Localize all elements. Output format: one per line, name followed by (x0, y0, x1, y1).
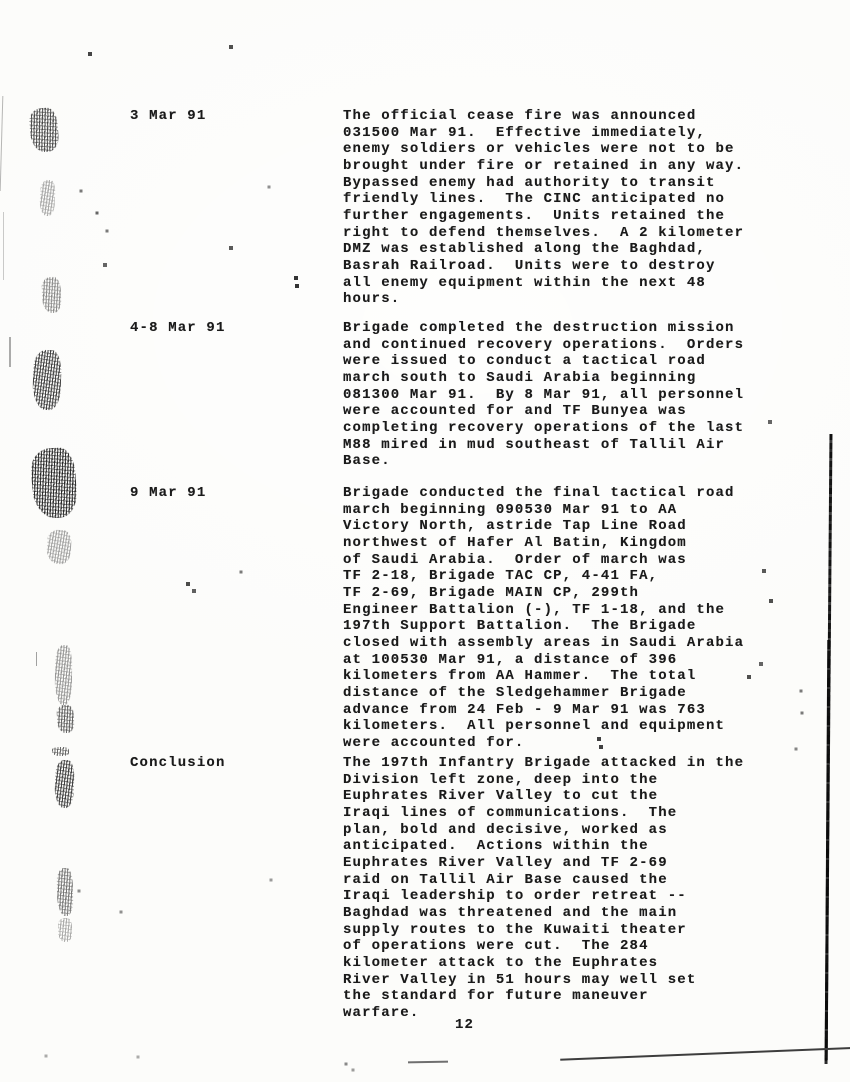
text-line: were accounted for and TF Bunyea was (343, 403, 687, 420)
section-lines (343, 755, 813, 1022)
document-section (0, 755, 850, 1022)
text-line: brought under fire or retained in any way. (343, 157, 745, 174)
text-line: Euphrates River Valley and TF 2-69 (343, 854, 668, 871)
section-label: Conclusion (130, 755, 226, 771)
section-lines (343, 485, 813, 752)
text-line: Basrah Railroad. Units were to destroy (343, 257, 716, 274)
text-line: 197th Support Battalion. The Brigade (343, 618, 697, 635)
document-section (0, 485, 850, 752)
text-line: 081300 Mar 91. By 8 Mar 91, all personnel (343, 386, 745, 403)
text-line: DMZ was established along the Baghdad, (343, 241, 706, 258)
text-line: Bypassed enemy had authority to transit (343, 174, 716, 191)
text-line: kilometers from AA Hammer. The total (343, 668, 697, 685)
text-line: and continued recovery operations. Orders (343, 336, 745, 353)
text-line: closed with assembly areas in Saudi Arabia (343, 634, 745, 651)
scan-smudge (57, 705, 75, 734)
text-line: kilometer attack to the Euphrates (343, 954, 659, 971)
text-line: supply routes to the Kuwaiti theater (343, 921, 687, 938)
text-line: friendly lines. The CINC anticipated no (343, 191, 726, 208)
section-label: 4-8 Mar 91 (130, 320, 226, 336)
text-line: kilometers. All personnel and equipment (343, 718, 726, 735)
scan-smudge (54, 760, 75, 809)
text-line: march beginning 090530 Mar 91 to AA (343, 501, 678, 518)
text-line: anticipated. Actions within the (343, 838, 649, 855)
scan-smudge (46, 529, 72, 565)
scan-smudge (54, 645, 72, 705)
page-number: 12 (455, 1017, 475, 1033)
text-line: advance from 24 Feb - 9 Mar 91 was 763 (343, 701, 706, 718)
scan-edge-mark (36, 652, 37, 666)
scan-smudge (32, 350, 62, 411)
text-line: were issued to conduct a tactical road (343, 353, 706, 370)
text-line: plan, bold and decisive, worked as (343, 821, 668, 838)
text-line: of operations were cut. The 284 (343, 938, 649, 955)
text-line: TF 2-69, Brigade MAIN CP, 299th (343, 584, 640, 601)
text-line: Base. (343, 453, 391, 470)
section-label: 3 Mar 91 (130, 108, 207, 124)
text-line: at 100530 Mar 91, a distance of 396 (343, 651, 678, 668)
text-line: Iraqi leadership to order retreat -- (343, 888, 687, 905)
text-line: all enemy equipment within the next 48 (343, 274, 706, 291)
text-line: march south to Saudi Arabia beginning (343, 369, 697, 386)
scan-smudge (57, 868, 74, 916)
text-line: were accounted for. (343, 734, 525, 751)
text-line: raid on Tallil Air Base caused the (343, 871, 668, 888)
text-line: Division left zone, deep into the (343, 771, 659, 788)
scan-edge-mark (3, 212, 4, 280)
text-line: TF 2-18, Brigade TAC CP, 4-41 FA, (343, 568, 659, 585)
text-line: Engineer Battalion (-), TF 1-18, and the (343, 601, 726, 618)
text-line: the standard for future maneuver (343, 988, 649, 1005)
text-line: right to defend themselves. A 2 kilometer (343, 224, 745, 241)
text-line: The official cease fire was announced (343, 108, 697, 124)
section-lines (343, 320, 813, 470)
scan-speckles (0, 0, 2, 2)
text-line: River Valley in 51 hours may well set (343, 971, 697, 988)
text-line: of Saudi Arabia. Order of march was (343, 551, 687, 568)
section-lines (343, 108, 813, 308)
section-label: 9 Mar 91 (130, 485, 207, 501)
scan-smudge (52, 747, 69, 756)
text-line: completing recovery operations of the last (343, 419, 745, 436)
text-line: further engagements. Units retained the (343, 207, 726, 224)
text-line: northwest of Hafer Al Batin, Kingdom (343, 534, 687, 551)
text-line: Brigade conducted the final tactical road (343, 485, 735, 501)
text-line: 031500 Mar 91. Effective immediately, (343, 124, 706, 141)
text-line: Baghdad was threatened and the main (343, 904, 678, 921)
text-line: Iraqi lines of communications. The (343, 804, 678, 821)
text-line: Euphrates River Valley to cut the (343, 788, 659, 805)
text-line: distance of the Sledgehammer Brigade (343, 684, 687, 701)
text-line: enemy soldiers or vehicles were not to be (343, 141, 735, 158)
text-line: hours. (343, 291, 401, 308)
text-line: M88 mired in mud southeast of Tallil Air (343, 436, 726, 453)
scan-smudge (41, 277, 61, 314)
document-section (0, 320, 850, 470)
document-section (0, 108, 850, 308)
text-line: Victory North, astride Tap Line Road (343, 518, 687, 535)
text-line: Brigade completed the destruction mission (343, 320, 735, 336)
scan-edge-mark (9, 337, 11, 367)
text-line: warfare. (343, 1004, 420, 1021)
text-line: The 197th Infantry Brigade attacked in the (343, 755, 745, 771)
scan-smudge (58, 918, 72, 942)
